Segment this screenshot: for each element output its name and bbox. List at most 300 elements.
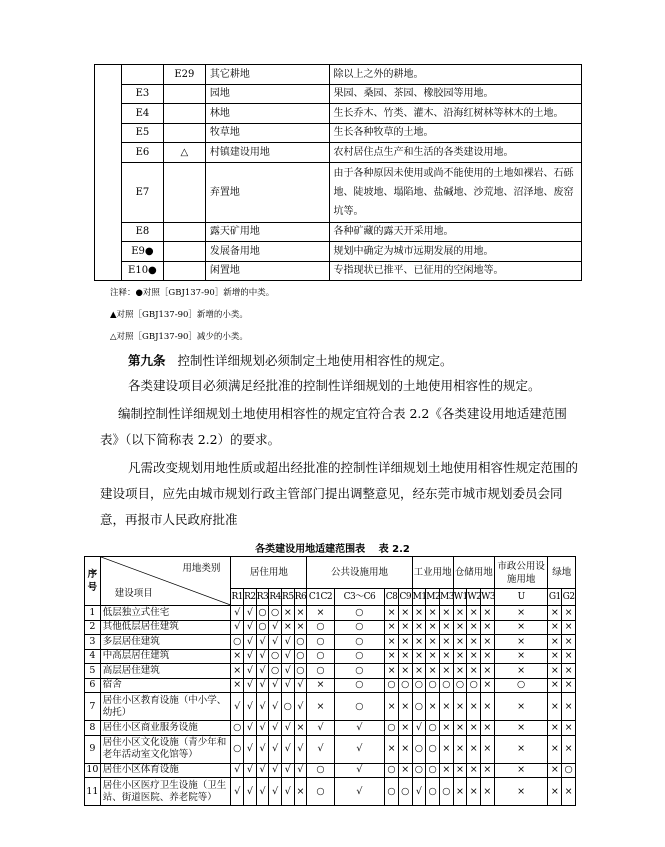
compatibility-cell: × bbox=[398, 721, 412, 736]
compatibility-cell: × bbox=[467, 763, 481, 778]
column-code-r1: R1 bbox=[231, 589, 244, 606]
mid-class-code: E8 bbox=[121, 222, 163, 242]
compatibility-cell: √ bbox=[269, 635, 282, 650]
column-code-m1: M1 bbox=[412, 589, 426, 606]
compatibility-cell: × bbox=[426, 635, 440, 650]
clause-title: 控制性详细规划必须制定土地使用相容性的规定。 bbox=[177, 353, 453, 368]
compatibility-cell: ○ bbox=[467, 678, 481, 693]
table-row bbox=[85, 693, 576, 721]
compatibility-cell: √ bbox=[307, 721, 334, 736]
sub-class-code bbox=[163, 242, 205, 262]
class-name: 弃置地 bbox=[205, 162, 329, 222]
compatibility-cell: ○ bbox=[307, 649, 334, 664]
compatibility-cell: ○ bbox=[385, 721, 399, 736]
compatibility-cell: × bbox=[494, 721, 548, 736]
mid-class-code: E6 bbox=[121, 143, 163, 163]
compatibility-cell: × bbox=[439, 606, 453, 621]
clause-heading bbox=[128, 350, 588, 372]
compatibility-cell: × bbox=[562, 635, 576, 650]
compatibility-cell: √ bbox=[269, 778, 282, 806]
compatibility-cell: × bbox=[453, 664, 467, 679]
project-name: 低层独立式住宅 bbox=[100, 606, 231, 621]
group-industrial: 工业用地 bbox=[412, 557, 453, 589]
compatibility-cell: × bbox=[398, 763, 412, 778]
compatibility-cell: ○ bbox=[294, 664, 307, 679]
table-row bbox=[85, 649, 576, 664]
compatibility-cell: × bbox=[412, 606, 426, 621]
compatibility-cell: ○ bbox=[412, 693, 426, 721]
compatibility-cell: × bbox=[548, 735, 562, 763]
mid-class-code: E7 bbox=[121, 162, 163, 222]
class-description: 规划中确定为城市远期发展的用地。 bbox=[329, 242, 581, 262]
sub-class-code bbox=[163, 104, 205, 124]
row-number: 8 bbox=[85, 721, 101, 736]
compatibility-cell: ○ bbox=[269, 664, 282, 679]
table-row bbox=[85, 620, 576, 635]
table-row bbox=[95, 104, 582, 124]
column-code-m2: M2 bbox=[426, 589, 440, 606]
table-row bbox=[95, 222, 582, 242]
compatibility-cell: ○ bbox=[453, 678, 467, 693]
seq-header: 序号 bbox=[85, 557, 101, 606]
table-row bbox=[85, 763, 576, 778]
compatibility-cell: × bbox=[231, 664, 244, 679]
row-number: 5 bbox=[85, 664, 101, 679]
compatibility-cell: × bbox=[548, 678, 562, 693]
mid-class-code: E5 bbox=[121, 123, 163, 143]
row-number: 1 bbox=[85, 606, 101, 621]
compatibility-cell: × bbox=[412, 620, 426, 635]
compatibility-cell: × bbox=[385, 635, 399, 650]
compatibility-cell: × bbox=[398, 735, 412, 763]
compatibility-cell: × bbox=[481, 620, 495, 635]
compatibility-cell: × bbox=[562, 778, 576, 806]
compatibility-cell: × bbox=[398, 664, 412, 679]
compatibility-cell: √ bbox=[244, 693, 257, 721]
compatibility-cell: √ bbox=[334, 735, 385, 763]
compatibility-cell: ○ bbox=[269, 606, 282, 621]
project-name: 多层居住建筑 bbox=[100, 635, 231, 650]
sub-class-code: △ bbox=[163, 143, 205, 163]
compatibility-cell: × bbox=[481, 721, 495, 736]
compatibility-cell: × bbox=[231, 649, 244, 664]
compatibility-cell: √ bbox=[269, 693, 282, 721]
class-name: 闲置地 bbox=[205, 261, 329, 281]
row-number: 3 bbox=[85, 635, 101, 650]
compatibility-cell: ○ bbox=[334, 620, 385, 635]
compatibility-cell: √ bbox=[256, 635, 269, 650]
compatibility-cell: ○ bbox=[439, 778, 453, 806]
compatibility-cell: ○ bbox=[307, 620, 334, 635]
compatibility-cell: ○ bbox=[256, 620, 269, 635]
column-code-m3: M3 bbox=[439, 589, 453, 606]
compatibility-cell: × bbox=[481, 664, 495, 679]
project-name: 居住小区商业服务设施 bbox=[100, 721, 231, 736]
compatibility-cell: × bbox=[398, 649, 412, 664]
compatibility-cell: × bbox=[412, 635, 426, 650]
column-code-r5: R5 bbox=[281, 589, 294, 606]
class-name: 发展备用地 bbox=[205, 242, 329, 262]
compatibility-cell: × bbox=[467, 735, 481, 763]
paragraph-2: 编制控制性详细规划土地使用相容性的规定宜符合表 2.2《各类建设用地适建范围表》（以下简称表 2.2）的要求。 bbox=[100, 406, 567, 447]
compatibility-cell: √ bbox=[294, 735, 307, 763]
compatibility-cell: × bbox=[398, 635, 412, 650]
compatibility-cell: × bbox=[426, 620, 440, 635]
compatibility-cell: × bbox=[281, 606, 294, 621]
compatibility-cell: × bbox=[548, 664, 562, 679]
paragraph-3: 凡需改变规划用地性质或超出经批准的控制性详细规划土地使用相容性规定范围的建设项目，应先由城市规划行政主管部门提出调整意见，经东莞市城市规划委员会同意，再报市人民政府批准 bbox=[100, 460, 579, 527]
compatibility-cell: × bbox=[385, 649, 399, 664]
clause-number: 第九条 bbox=[128, 353, 166, 368]
sub-class-code bbox=[163, 261, 205, 281]
compatibility-cell: √ bbox=[281, 763, 294, 778]
class-description: 由于各种原因未使用或尚不能使用的土地如裸岩、石砾地、陡坡地、塌陷地、盐碱地、沙荒地、沼泽地、废窑坑等。 bbox=[329, 162, 581, 222]
row-number: 4 bbox=[85, 649, 101, 664]
compatibility-cell: √ bbox=[269, 678, 282, 693]
compatibility-cell: × bbox=[398, 606, 412, 621]
compatibility-cell: √ bbox=[281, 721, 294, 736]
compatibility-cell: × bbox=[281, 620, 294, 635]
compatibility-cell: × bbox=[467, 721, 481, 736]
compatibility-cell: √ bbox=[412, 721, 426, 736]
table-row bbox=[85, 606, 576, 621]
compatibility-cell: ○ bbox=[281, 693, 294, 721]
sub-class-code bbox=[163, 222, 205, 242]
table-row bbox=[85, 664, 576, 679]
project-name: 高层居住建筑 bbox=[100, 664, 231, 679]
compatibility-cell: × bbox=[494, 620, 548, 635]
compatibility-cell: × bbox=[398, 693, 412, 721]
compatibility-cell: × bbox=[548, 778, 562, 806]
class-name: 园地 bbox=[205, 84, 329, 104]
compatibility-cell: √ bbox=[244, 763, 257, 778]
class-name: 林地 bbox=[205, 104, 329, 124]
mid-class-code: E3 bbox=[121, 84, 163, 104]
compatibility-cell: × bbox=[307, 606, 334, 621]
class-name: 其它耕地 bbox=[205, 65, 329, 85]
compatibility-cell: × bbox=[426, 693, 440, 721]
compatibility-cell: √ bbox=[334, 778, 385, 806]
project-label: 建设项目 bbox=[114, 588, 153, 599]
compatibility-cell: ○ bbox=[334, 635, 385, 650]
compatibility-cell: × bbox=[494, 649, 548, 664]
compatibility-cell: × bbox=[481, 635, 495, 650]
project-name: 居住小区体育设施 bbox=[100, 763, 231, 778]
compatibility-cell: × bbox=[548, 763, 562, 778]
mid-class-code bbox=[121, 65, 163, 85]
compatibility-cell: × bbox=[481, 735, 495, 763]
compatibility-cell: × bbox=[426, 606, 440, 621]
compatibility-cell: √ bbox=[256, 678, 269, 693]
compatibility-cell: × bbox=[307, 693, 334, 721]
compatibility-cell: √ bbox=[244, 778, 257, 806]
compatibility-cell: ○ bbox=[307, 635, 334, 650]
compatibility-cell: × bbox=[481, 778, 495, 806]
compatibility-cell: × bbox=[467, 664, 481, 679]
column-code-g1: G1 bbox=[548, 589, 562, 606]
column-code-w3: W3 bbox=[481, 589, 495, 606]
compatibility-cell: × bbox=[562, 721, 576, 736]
compatibility-cell: × bbox=[439, 649, 453, 664]
class-description: 生长乔木、竹类、灌木、沿海红树林等林木的土地。 bbox=[329, 104, 581, 124]
mid-class-code: E10● bbox=[121, 261, 163, 281]
compatibility-cell: × bbox=[548, 620, 562, 635]
compatibility-cell: ○ bbox=[494, 678, 548, 693]
compatibility-cell: ○ bbox=[307, 763, 334, 778]
column-code-g2: G2 bbox=[562, 589, 576, 606]
note-line-2: ▲对照［GBJ137-90］新增的小类。 bbox=[110, 310, 248, 320]
compatibility-cell: √ bbox=[256, 693, 269, 721]
project-name: 宿舍 bbox=[100, 678, 231, 693]
compatibility-cell: × bbox=[439, 635, 453, 650]
compatibility-cell: × bbox=[481, 649, 495, 664]
compatibility-cell: ○ bbox=[294, 649, 307, 664]
compatibility-cell: √ bbox=[281, 649, 294, 664]
compatibility-cell: × bbox=[548, 721, 562, 736]
column-code-c1c2: C1C2 bbox=[307, 589, 334, 606]
compatibility-cell: × bbox=[481, 606, 495, 621]
table-row bbox=[85, 721, 576, 736]
column-code-r3: R3 bbox=[256, 589, 269, 606]
compatibility-cell: √ bbox=[269, 763, 282, 778]
compatibility-cell: √ bbox=[256, 649, 269, 664]
compatibility-cell: × bbox=[494, 735, 548, 763]
project-name: 中高层居住建筑 bbox=[100, 649, 231, 664]
compatibility-cell: × bbox=[439, 735, 453, 763]
compatibility-cell: ○ bbox=[231, 721, 244, 736]
row-number: 7 bbox=[85, 693, 101, 721]
compatibility-cell: × bbox=[294, 778, 307, 806]
compatibility-cell: √ bbox=[334, 721, 385, 736]
compatibility-cell: √ bbox=[281, 778, 294, 806]
table-2-title: 各类建设用地适建范围表 表 2.2 bbox=[255, 544, 410, 555]
compatibility-cell: × bbox=[562, 735, 576, 763]
compatibility-cell: ○ bbox=[334, 693, 385, 721]
table-row bbox=[95, 143, 582, 163]
project-name: 居住小区医疗卫生设施（卫生站、街道医院、养老院等） bbox=[100, 778, 231, 806]
column-code-u: U bbox=[494, 589, 548, 606]
compatibility-cell: ○ bbox=[334, 664, 385, 679]
compatibility-cell: √ bbox=[256, 778, 269, 806]
compatibility-cell: × bbox=[231, 678, 244, 693]
compatibility-cell: ○ bbox=[334, 606, 385, 621]
group-green: 绿地 bbox=[548, 557, 576, 589]
row-number: 9 bbox=[85, 735, 101, 763]
class-description: 各种矿藏的露天开采用地。 bbox=[329, 222, 581, 242]
compatibility-cell: √ bbox=[269, 735, 282, 763]
compatibility-cell: ○ bbox=[426, 721, 440, 736]
compatibility-cell: × bbox=[481, 693, 495, 721]
compatibility-cell: × bbox=[412, 664, 426, 679]
compatibility-cell: √ bbox=[231, 620, 244, 635]
row-number: 10 bbox=[85, 763, 101, 778]
class-description: 专指现状已推平、已征用的空闲地等。 bbox=[329, 261, 581, 281]
compatibility-cell: √ bbox=[256, 735, 269, 763]
compatibility-cell: × bbox=[467, 635, 481, 650]
compatibility-cell: ○ bbox=[256, 606, 269, 621]
compatibility-cell: × bbox=[467, 693, 481, 721]
compatibility-cell: ○ bbox=[294, 635, 307, 650]
compatibility-cell: √ bbox=[269, 721, 282, 736]
land-class-table bbox=[94, 64, 582, 281]
project-name: 居住小区文化设施（青少年和老年活动室文化馆等） bbox=[100, 735, 231, 763]
land-type-label: 用地类别 bbox=[182, 563, 221, 574]
compatibility-cell: × bbox=[453, 620, 467, 635]
compatibility-cell: × bbox=[562, 693, 576, 721]
compatibility-cell: ○ bbox=[334, 678, 385, 693]
group-municipal: 市政公用设施用地 bbox=[494, 557, 548, 589]
compatibility-cell: ○ bbox=[439, 678, 453, 693]
class-name: 村镇建设用地 bbox=[205, 143, 329, 163]
compatibility-cell: ○ bbox=[398, 678, 412, 693]
compatibility-cell: × bbox=[294, 606, 307, 621]
compatibility-cell: ○ bbox=[231, 735, 244, 763]
compatibility-cell: × bbox=[467, 649, 481, 664]
compatibility-cell: × bbox=[562, 649, 576, 664]
compatibility-cell: × bbox=[562, 620, 576, 635]
compatibility-cell: √ bbox=[244, 678, 257, 693]
column-code-r6: R6 bbox=[294, 589, 307, 606]
compatibility-cell: × bbox=[385, 735, 399, 763]
column-code-c8: C8 bbox=[385, 589, 399, 606]
compatibility-cell: × bbox=[385, 620, 399, 635]
compatibility-cell: × bbox=[562, 664, 576, 679]
table-row bbox=[95, 65, 582, 85]
sub-class-code: E29 bbox=[163, 65, 205, 85]
table-row bbox=[95, 261, 582, 281]
compatibility-cell: × bbox=[453, 735, 467, 763]
compatibility-cell: × bbox=[562, 678, 576, 693]
class-description: 生长各种牧草的土地。 bbox=[329, 123, 581, 143]
compatibility-cell: × bbox=[494, 664, 548, 679]
compatibility-cell: √ bbox=[269, 620, 282, 635]
group-storage: 仓储用地 bbox=[453, 557, 494, 589]
compatibility-cell: √ bbox=[244, 664, 257, 679]
compatibility-cell: ○ bbox=[412, 763, 426, 778]
compatibility-cell: √ bbox=[244, 635, 257, 650]
compatibility-cell: √ bbox=[281, 678, 294, 693]
table-row bbox=[95, 123, 582, 143]
compatibility-cell: √ bbox=[281, 735, 294, 763]
compatibility-cell: × bbox=[467, 606, 481, 621]
note-line-3: △对照［GBJ137-90］减少的小类。 bbox=[110, 332, 248, 342]
table-row bbox=[95, 242, 582, 262]
compatibility-cell: × bbox=[439, 620, 453, 635]
sub-class-code bbox=[163, 84, 205, 104]
compatibility-cell: √ bbox=[294, 693, 307, 721]
compatibility-cell: ○ bbox=[385, 778, 399, 806]
compatibility-cell: × bbox=[412, 649, 426, 664]
compatibility-cell: × bbox=[385, 606, 399, 621]
column-code-r4: R4 bbox=[269, 589, 282, 606]
column-code-w2: W2 bbox=[467, 589, 481, 606]
column-code-c3c6: C3～C6 bbox=[334, 589, 385, 606]
compatibility-cell: × bbox=[307, 678, 334, 693]
compatibility-cell: ○ bbox=[412, 735, 426, 763]
compatibility-cell: ○ bbox=[562, 763, 576, 778]
row-number: 2 bbox=[85, 620, 101, 635]
compatibility-cell: ○ bbox=[426, 778, 440, 806]
compatibility-cell: × bbox=[385, 693, 399, 721]
compatibility-cell: × bbox=[439, 721, 453, 736]
compatibility-cell: √ bbox=[256, 763, 269, 778]
compatibility-cell: ○ bbox=[307, 778, 334, 806]
class-name: 牧草地 bbox=[205, 123, 329, 143]
compatibility-cell: √ bbox=[244, 649, 257, 664]
compatibility-cell: × bbox=[453, 763, 467, 778]
compatibility-cell: × bbox=[548, 693, 562, 721]
class-name: 露天矿用地 bbox=[205, 222, 329, 242]
compatibility-cell: √ bbox=[307, 735, 334, 763]
compatibility-cell: ○ bbox=[307, 664, 334, 679]
compatibility-cell: ○ bbox=[426, 678, 440, 693]
compatibility-cell: × bbox=[426, 649, 440, 664]
compatibility-cell: × bbox=[294, 721, 307, 736]
compatibility-cell: × bbox=[453, 635, 467, 650]
compatibility-cell: √ bbox=[256, 664, 269, 679]
compatibility-cell: × bbox=[453, 778, 467, 806]
table-row bbox=[85, 635, 576, 650]
compatibility-cell: ○ bbox=[398, 778, 412, 806]
compatibility-cell: × bbox=[494, 693, 548, 721]
compatibility-cell: × bbox=[426, 664, 440, 679]
mid-class-code: E9● bbox=[121, 242, 163, 262]
compatibility-cell: √ bbox=[244, 620, 257, 635]
row-number: 11 bbox=[85, 778, 101, 806]
compatibility-cell: × bbox=[453, 693, 467, 721]
compatibility-cell: √ bbox=[231, 778, 244, 806]
compatibility-cell: × bbox=[481, 678, 495, 693]
compatibility-cell: ○ bbox=[385, 763, 399, 778]
compatibility-cell: × bbox=[548, 606, 562, 621]
compatibility-cell: × bbox=[467, 620, 481, 635]
compatibility-cell: × bbox=[439, 693, 453, 721]
compatibility-cell: ○ bbox=[385, 678, 399, 693]
table-row bbox=[95, 162, 582, 222]
compatibility-cell: × bbox=[385, 664, 399, 679]
compatibility-cell: ○ bbox=[426, 735, 440, 763]
paragraph-1: 各类建设项目必须满足经批准的控制性详细规划的土地使用相容性的规定。 bbox=[128, 378, 541, 393]
column-code-r2: R2 bbox=[244, 589, 257, 606]
compatibility-cell: ○ bbox=[334, 649, 385, 664]
compatibility-cell: √ bbox=[294, 763, 307, 778]
compatibility-cell: × bbox=[548, 649, 562, 664]
compatibility-cell: × bbox=[494, 778, 548, 806]
compatibility-cell: √ bbox=[334, 763, 385, 778]
compatibility-cell: × bbox=[467, 778, 481, 806]
sub-class-code bbox=[163, 123, 205, 143]
compatibility-cell: √ bbox=[231, 693, 244, 721]
compatibility-cell: √ bbox=[281, 635, 294, 650]
compatibility-cell: × bbox=[548, 635, 562, 650]
compatibility-cell: √ bbox=[244, 735, 257, 763]
compatibility-cell: √ bbox=[244, 721, 257, 736]
project-name: 居住小区教育设施（中小学、幼托） bbox=[100, 693, 231, 721]
compatibility-cell: ○ bbox=[269, 649, 282, 664]
compatibility-cell: × bbox=[562, 606, 576, 621]
compatibility-cell: √ bbox=[412, 778, 426, 806]
compatibility-cell: × bbox=[481, 763, 495, 778]
table-row bbox=[85, 778, 576, 806]
compatibility-cell: √ bbox=[281, 664, 294, 679]
class-description: 除以上之外的耕地。 bbox=[329, 65, 581, 85]
diagonal-header bbox=[100, 557, 231, 606]
compatibility-cell: √ bbox=[231, 606, 244, 621]
compatibility-cell: × bbox=[453, 721, 467, 736]
compatibility-cell: √ bbox=[231, 763, 244, 778]
land-use-compatibility-table bbox=[84, 556, 576, 806]
column-code-w1: W1 bbox=[453, 589, 467, 606]
